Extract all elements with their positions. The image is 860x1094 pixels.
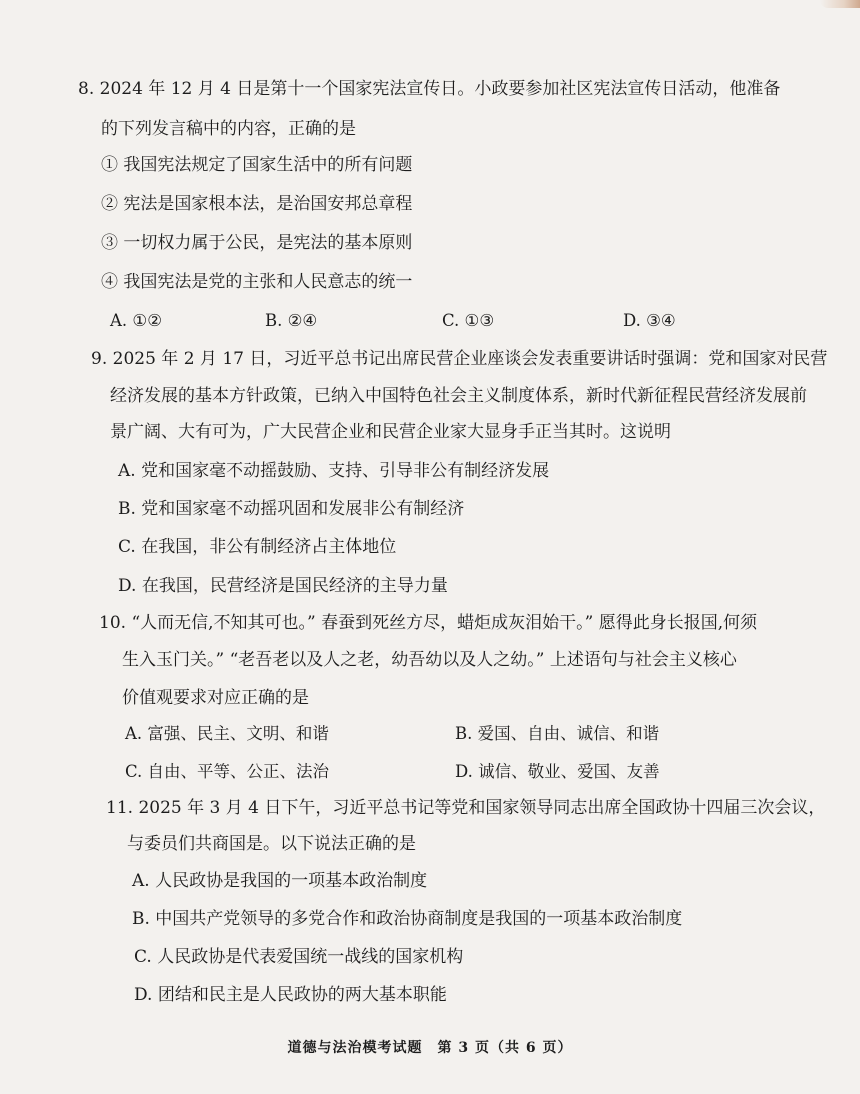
- q10-options-row2: [0, 760, 860, 784]
- q11-stem-line1: 11. 2025 年 3 月 4 日下午，习近平总书记等党和国家领导同志出席全国政协十四届三次会议，: [106, 798, 826, 818]
- q8-option-c: C. ①③: [442, 311, 495, 330]
- q8-item-3: ③ 一切权力属于公民，是宪法的基本原则: [101, 233, 413, 253]
- q9-option-b: B. 党和国家毫不动摇巩固和发展非公有制经济: [118, 499, 465, 519]
- q8-item-1: ① 我国宪法规定了国家生活中的所有问题: [101, 155, 413, 175]
- q8-option-d: D. ③④: [623, 311, 676, 330]
- q9-stem-line3: 景广阔、大有可为，广大民营企业和民营企业家大显身手正当其时。这说明: [110, 422, 671, 442]
- q9-stem-line1: 9. 2025 年 2 月 17 日，习近平总书记出席民营企业座谈会发表重要讲话时强调：党和国家对民营: [91, 349, 828, 369]
- q8-options: [0, 309, 860, 333]
- page-corner-fold: [820, 0, 860, 8]
- q8-option-a: A. ①②: [110, 311, 162, 330]
- q11-option-b: B. 中国共产党领导的多党合作和政治协商制度是我国的一项基本政治制度: [132, 909, 683, 929]
- q10-option-d: D. 诚信、敬业、爱国、友善: [455, 762, 660, 781]
- q11-option-c: C. 人民政协是代表爱国统一战线的国家机构: [134, 947, 464, 967]
- page-footer: 道德与法治模考试题 第 3 页（共 6 页）: [287, 1040, 573, 1056]
- q10-stem-line1: 10. “人而无信,不知其可也。” 春蚕到死丝方尽，蜡炬成灰泪始干。” 愿得此身长报国,何须: [99, 613, 758, 633]
- q10-option-a: A. 富强、民主、文明、和谐: [125, 724, 329, 743]
- q11-stem-line2: 与委员们共商国是。以下说法正确的是: [127, 834, 416, 854]
- q10-options-row1: [0, 722, 860, 746]
- q9-option-d: D. 在我国，民营经济是国民经济的主导力量: [118, 576, 448, 596]
- q10-option-c: C. 自由、平等、公正、法治: [125, 762, 330, 781]
- q10-option-b: B. 爱国、自由、诚信、和谐: [455, 724, 660, 743]
- q8-stem-line1: 8. 2024 年 12 月 4 日是第十一个国家宪法宣传日。小政要参加社区宪法宣传日活动，他准备: [78, 79, 781, 99]
- q8-item-4: ④ 我国宪法是党的主张和人民意志的统一: [101, 272, 413, 292]
- q8-stem-line2: 的下列发言稿中的内容，正确的是: [101, 119, 356, 139]
- q9-option-c: C. 在我国，非公有制经济占主体地位: [118, 537, 397, 557]
- q9-option-a: A. 党和国家毫不动摇鼓励、支持、引导非公有制经济发展: [118, 461, 550, 481]
- q10-stem-line3: 价值观要求对应正确的是: [122, 688, 309, 708]
- q11-option-d: D. 团结和民主是人民政协的两大基本职能: [134, 985, 447, 1005]
- q11-option-a: A. 人民政协是我国的一项基本政治制度: [132, 871, 428, 891]
- q10-stem-line2: 生入玉门关。” “老吾老以及人之老，幼吾幼以及人之幼。” 上述语句与社会主义核心: [122, 650, 737, 670]
- q8-item-2: ② 宪法是国家根本法，是治国安邦总章程: [101, 194, 413, 214]
- q8-option-b: B. ②④: [265, 311, 318, 330]
- q9-stem-line2: 经济发展的基本方针政策，已纳入中国特色社会主义制度体系，新时代新征程民营经济发展前: [110, 386, 807, 406]
